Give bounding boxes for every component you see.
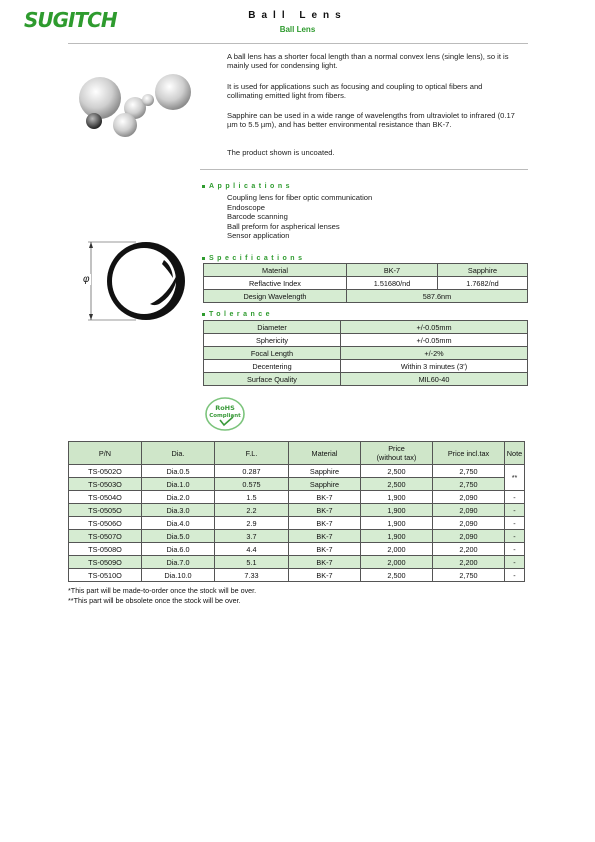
table-cell: 1,900	[361, 504, 433, 517]
specifications-heading: Specifications	[202, 255, 305, 262]
product-photo	[78, 70, 198, 140]
table-row	[204, 321, 528, 334]
table-cell: 7.33	[215, 569, 289, 582]
table-cell: 2,500	[361, 569, 433, 582]
table-cell: 3.7	[215, 530, 289, 543]
note-cell: -	[505, 569, 525, 582]
table-cell: 5.1	[215, 556, 289, 569]
table-cell: Dia.3.0	[142, 504, 215, 517]
column-header: Price incl.tax	[433, 442, 505, 465]
section-divider	[200, 169, 528, 170]
table-cell: 2,500	[361, 465, 433, 478]
table-cell: BK-7	[289, 543, 361, 556]
table-cell: Surface Quality	[204, 373, 341, 386]
note-cell: -	[505, 543, 525, 556]
table-cell: 2,090	[433, 504, 505, 517]
list-item: Barcode scanning	[227, 212, 288, 222]
table-row	[69, 465, 525, 478]
table-cell: BK-7	[289, 556, 361, 569]
table-row	[204, 264, 528, 277]
page-subtitle: Ball Lens	[279, 25, 316, 34]
table-cell: BK-7	[289, 504, 361, 517]
table-cell: 1.51680/nd	[347, 277, 438, 290]
table-cell: Dia.2.0	[142, 491, 215, 504]
note-cell: -	[505, 517, 525, 530]
specifications-table	[203, 263, 528, 303]
table-cell: 0.575	[215, 478, 289, 491]
applications-list	[227, 193, 372, 241]
note-cell: -	[505, 530, 525, 543]
table-cell: TS-0504O	[69, 491, 142, 504]
table-cell: TS-0503O	[69, 478, 142, 491]
table-cell: 2,200	[433, 543, 505, 556]
table-cell: Sapphire	[289, 478, 361, 491]
note-cell: **	[505, 465, 525, 491]
table-cell: 2.2	[215, 504, 289, 517]
table-cell: Decentering	[204, 360, 341, 373]
table-cell: TS-0507O	[69, 530, 142, 543]
table-cell: BK-7	[289, 569, 361, 582]
table-cell: Sapphire	[289, 465, 361, 478]
table-cell: 2,750	[433, 478, 505, 491]
intro-paragraph-1: A ball lens has a shorter focal length than a normal convex lens (single lens), so it is mainly used for condensing light.	[227, 52, 509, 71]
table-cell: Reflactive Index	[204, 277, 347, 290]
table-cell: +/-0.05mm	[341, 321, 528, 334]
column-header: P/N	[69, 442, 142, 465]
table-cell: 2.9	[215, 517, 289, 530]
table-cell: TS-0509O	[69, 556, 142, 569]
note-cell: -	[505, 556, 525, 569]
table-cell: Within 3 minutes (3')	[341, 360, 528, 373]
list-item: Coupling lens for fiber optic communication	[227, 193, 373, 202]
intro-paragraph-2: It is used for applications such as focusing and coupling to optical fibers and collimating emitted light from fibers.	[227, 82, 483, 101]
table-cell: TS-0506O	[69, 517, 142, 530]
list-item: Sensor application	[227, 231, 290, 241]
bullet-square-icon	[202, 185, 205, 188]
table-cell: Dia.1.0	[142, 478, 215, 491]
rohs-line-1: RoHS	[215, 404, 235, 412]
table-cell: 1.5	[215, 491, 289, 504]
table-cell: Diameter	[204, 321, 341, 334]
note-cell: -	[505, 504, 525, 517]
table-cell: 2,200	[433, 556, 505, 569]
intro-paragraph-3: Sapphire can be used in a wide range of wavelengths from ultraviolet to infrared (0.17 µm to 5.5 µm), and has better environmental resistance than BK-7.	[227, 111, 515, 130]
table-cell: TS-0510O	[69, 569, 142, 582]
table-cell: 1,900	[361, 517, 433, 530]
column-header: Material	[289, 442, 361, 465]
table-cell: BK-7	[289, 530, 361, 543]
bullet-square-icon	[202, 313, 205, 316]
table-row	[69, 504, 525, 517]
footnote-made-to-order: *This part will be made-to-order once the stock will be over.	[68, 586, 257, 595]
tolerance-heading: Tolerance	[202, 311, 273, 318]
table-row	[204, 373, 528, 386]
table-cell: 0.287	[215, 465, 289, 478]
list-item: Ball preform for aspherical lenses	[227, 221, 340, 231]
table-cell: 2,750	[433, 569, 505, 582]
note-cell: -	[505, 491, 525, 504]
table-row	[204, 277, 528, 290]
list-item: Endoscope	[227, 202, 265, 212]
table-cell: MIL60-40	[341, 373, 528, 386]
table-cell: 587.6nm	[347, 290, 528, 303]
products-table	[68, 441, 525, 582]
footnote-obsolete: **This part will be obsolete once the stock will be over.	[68, 596, 241, 605]
table-cell: 1,900	[361, 491, 433, 504]
table-cell: TS-0502O	[69, 465, 142, 478]
table-cell: BK-7	[289, 491, 361, 504]
table-cell: BK-7	[347, 264, 438, 277]
table-cell: Dia.4.0	[142, 517, 215, 530]
page-title: Ball Lens	[248, 10, 347, 21]
table-row	[204, 347, 528, 360]
table-cell: 2,000	[361, 543, 433, 556]
table-cell: 2,750	[433, 465, 505, 478]
table-cell: Dia.7.0	[142, 556, 215, 569]
rohs-line-2: Compliant	[209, 413, 241, 419]
table-row	[69, 556, 525, 569]
table-row	[69, 569, 525, 582]
table-cell: Dia.5.0	[142, 530, 215, 543]
table-cell: Sphericity	[204, 334, 341, 347]
table-row	[69, 543, 525, 556]
rohs-compliant-badge	[203, 396, 247, 432]
intro-paragraph-4: The product shown is uncoated.	[227, 148, 335, 157]
table-cell: 2,090	[433, 517, 505, 530]
table-cell: Dia.10.0	[142, 569, 215, 582]
table-row	[69, 530, 525, 543]
bullet-square-icon	[202, 257, 205, 260]
table-cell: 2,090	[433, 491, 505, 504]
applications-heading: Applications	[202, 183, 293, 190]
brand-logo: SUGITCH	[24, 8, 117, 32]
table-cell: BK-7	[289, 517, 361, 530]
table-cell: Focal Length	[204, 347, 341, 360]
column-header: Note	[505, 442, 525, 465]
table-header-row	[69, 442, 525, 465]
table-cell: 2,090	[433, 530, 505, 543]
table-cell: 1.7682/nd	[438, 277, 528, 290]
table-cell: TS-0505O	[69, 504, 142, 517]
table-cell: Dia.6.0	[142, 543, 215, 556]
table-row	[69, 478, 525, 491]
top-divider	[68, 43, 528, 44]
table-cell: Sapphire	[438, 264, 528, 277]
table-cell: Material	[204, 264, 347, 277]
table-row	[204, 360, 528, 373]
products-table-body	[69, 465, 525, 582]
column-header: Price (without tax)	[361, 442, 433, 465]
column-header: F.L.	[215, 442, 289, 465]
tolerance-table	[203, 320, 528, 386]
table-row	[69, 491, 525, 504]
phi-symbol: φ	[83, 274, 90, 285]
column-header: Dia.	[142, 442, 215, 465]
table-cell: 2,500	[361, 478, 433, 491]
table-cell: 2,000	[361, 556, 433, 569]
table-cell: TS-0508O	[69, 543, 142, 556]
table-cell: 1,900	[361, 530, 433, 543]
table-cell: 4.4	[215, 543, 289, 556]
table-row	[204, 334, 528, 347]
table-cell: Design Wavelength	[204, 290, 347, 303]
ball-dimension-drawing	[78, 234, 190, 326]
table-cell: +/-2%	[341, 347, 528, 360]
table-cell: +/-0.05mm	[341, 334, 528, 347]
table-row	[69, 517, 525, 530]
table-row	[204, 290, 528, 303]
table-cell: Dia.0.5	[142, 465, 215, 478]
